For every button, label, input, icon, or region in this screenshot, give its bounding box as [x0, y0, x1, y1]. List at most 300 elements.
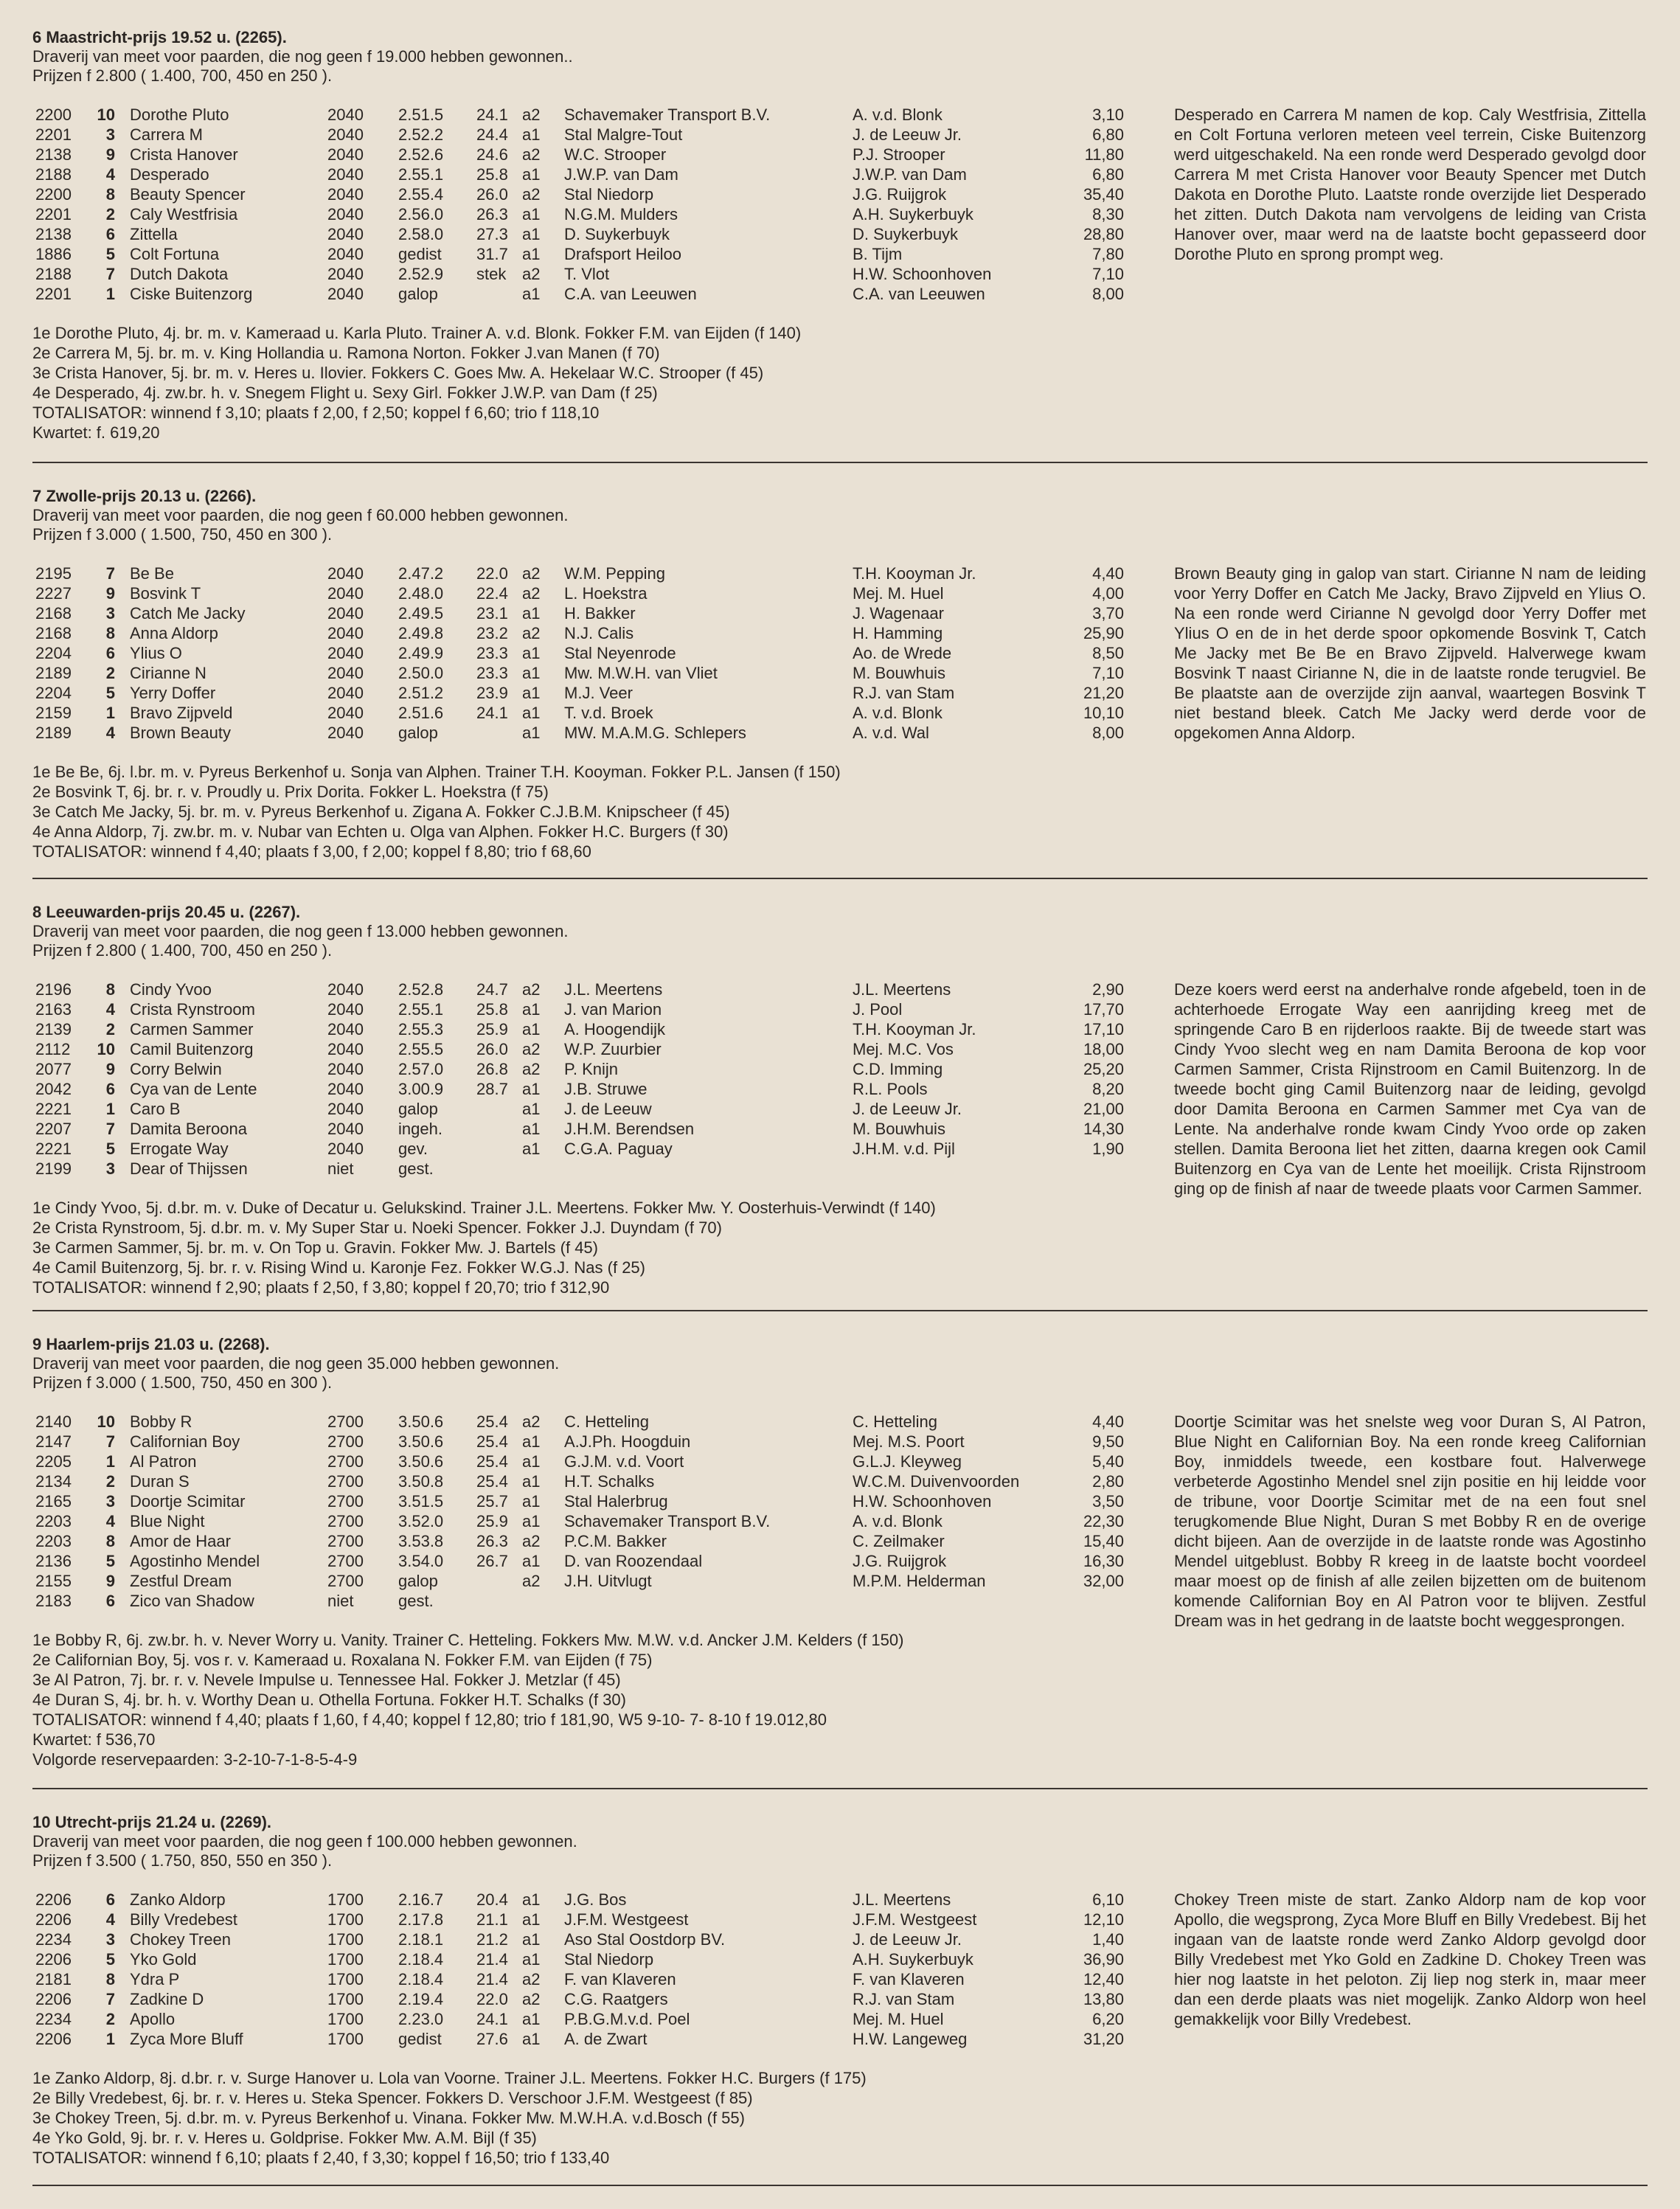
cell-red: 31.7 [476, 245, 508, 263]
cell-driver: B. Tijm [853, 245, 903, 263]
cell-odds: 2,80 [1092, 1472, 1124, 1491]
race-section [32, 1813, 1648, 2168]
result-row [32, 2029, 1648, 2049]
cell-owner: H. Bakker [564, 604, 636, 623]
cell-time: 2.51.5 [398, 105, 444, 124]
cell-nr: 2147 [35, 1432, 72, 1451]
cell-red: 25.9 [476, 1512, 508, 1530]
cell-grp: a1 [522, 604, 541, 623]
cell-owner: C.A. van Leeuwen [564, 285, 697, 303]
cell-grp: a1 [522, 1100, 541, 1118]
cell-grp: a1 [522, 1492, 541, 1511]
cell-red: 25.4 [476, 1432, 508, 1451]
cell-nr: 2200 [35, 105, 72, 124]
cell-time: galop [398, 724, 438, 742]
cell-dist: 2040 [327, 584, 364, 603]
cell-dist: 2040 [327, 1040, 364, 1058]
cell-horse: Zestful Dream [130, 1572, 232, 1590]
cell-horse: Errogate Way [130, 1140, 229, 1158]
footer-line: TOTALISATOR: winnend f 4,40; plaats f 3,00, f 2,00; koppel f 8,80; trio f 68,60 [32, 842, 591, 861]
cell-driver: J. Pool [853, 1000, 903, 1019]
cell-pos: 7 [105, 265, 115, 283]
cell-dist: 2700 [327, 1452, 364, 1471]
cell-time: 2.18.1 [398, 1930, 444, 1949]
cell-driver: C.A. van Leeuwen [853, 285, 985, 303]
cell-pos: 10 [97, 1412, 115, 1431]
cell-owner: P.B.G.M.v.d. Poel [564, 2010, 690, 2028]
cell-pos: 2 [105, 205, 115, 223]
cell-horse: Dutch Dakota [130, 265, 229, 283]
cell-horse: Brown Beauty [130, 724, 231, 742]
cell-pos: 8 [105, 980, 115, 999]
footer-line: 1e Be Be, 6j. l.br. m. v. Pyreus Berkenhof u. Sonja van Alphen. Trainer T.H. Kooyman. Fokker P.L. Jansen (f 150) [32, 763, 841, 781]
cell-pos: 5 [105, 1140, 115, 1158]
cell-driver: J.F.M. Westgeest [853, 1910, 977, 1929]
cell-owner: Drafsport Heiloo [564, 245, 681, 263]
cell-time: gest. [398, 1159, 434, 1178]
cell-grp: a1 [522, 2030, 541, 2048]
cell-driver: Mej. M.C. Vos [853, 1040, 954, 1058]
race-title: 8 Leeuwarden-prijs 20.45 u. (2267). [32, 903, 301, 921]
footer-line: TOTALISATOR: winnend f 4,40; plaats f 1,60, f 4,40; koppel f 12,80; trio f 181,90, W5 9-10- 7- 8-10 f 19.012,80 [32, 1710, 827, 1729]
cell-nr: 2136 [35, 1552, 72, 1570]
cell-nr: 2134 [35, 1472, 72, 1491]
race-footer [32, 762, 1648, 861]
race-report: Desperado en Carrera M namen de kop. Caly Westfrisia, Zittella en Colt Fortuna verloren meteen veel terrein, Ciske Buitenzorg werd uitgeschakeld. Na een ronde werd Desperado gevolgd door Carrera M met Crista Hanover voor Beauty Spencer met Dutch Dakota en Dorothe Pluto. Laatste ronde overzijde liet Desperado het zitten. Dutch Dakota nam vervolgens de leiding van Crista Hanover over, maar werd na de laatste bocht gepasseerd door Dorothe Pluto en sprong prompt weg. [1174, 105, 1646, 263]
cell-horse: Ciske Buitenzorg [130, 285, 253, 303]
cell-owner: T. v.d. Broek [564, 704, 653, 722]
cell-dist: 2700 [327, 1532, 364, 1550]
cell-horse: Apollo [130, 2010, 176, 2028]
cell-pos: 3 [105, 1492, 115, 1511]
cell-odds: 3,10 [1092, 105, 1124, 124]
cell-horse: Zyca More Bluff [130, 2030, 243, 2048]
cell-nr: 2204 [35, 644, 72, 662]
footer-line: Kwartet: f. 619,20 [32, 423, 160, 442]
cell-pos: 4 [105, 1000, 115, 1019]
cell-driver: C. Zeilmaker [853, 1532, 945, 1550]
cell-grp: a2 [522, 624, 541, 642]
cell-time: 2.19.4 [398, 1990, 444, 2008]
cell-grp: a1 [522, 2010, 541, 2028]
cell-nr: 2203 [35, 1532, 72, 1550]
cell-grp: a1 [522, 684, 541, 702]
cell-time: 2.52.2 [398, 125, 444, 144]
cell-dist: niet [327, 1592, 354, 1610]
cell-dist: 2040 [327, 165, 364, 184]
cell-time: 2.55.1 [398, 165, 444, 184]
cell-owner: Schavemaker Transport B.V. [564, 105, 771, 124]
cell-odds: 9,50 [1092, 1432, 1124, 1451]
cell-pos: 6 [105, 1890, 115, 1909]
cell-red: 26.0 [476, 185, 508, 204]
cell-driver: G.L.J. Kleyweg [853, 1452, 962, 1471]
cell-red: 22.0 [476, 564, 508, 583]
cell-pos: 10 [97, 105, 115, 124]
cell-dist: 2040 [327, 265, 364, 283]
cell-dist: 2700 [327, 1512, 364, 1530]
cell-nr: 2206 [35, 1890, 72, 1909]
cell-grp: a1 [522, 125, 541, 144]
race-prizes: Prijzen f 3.000 ( 1.500, 750, 450 en 300 ). [32, 525, 333, 544]
cell-dist: 2040 [327, 1000, 364, 1019]
cell-nr: 2221 [35, 1140, 72, 1158]
cell-dist: 1700 [327, 1950, 364, 1969]
race-conditions: Draverij van meet voor paarden, die nog geen f 100.000 hebben gewonnen. [32, 1832, 577, 1851]
cell-nr: 2206 [35, 1990, 72, 2008]
cell-nr: 2138 [35, 145, 72, 164]
cell-owner: J.B. Struwe [564, 1080, 648, 1098]
cell-odds: 15,40 [1083, 1532, 1124, 1550]
cell-driver: R.J. van Stam [853, 1990, 955, 2008]
cell-time: galop [398, 285, 438, 303]
cell-dist: 2040 [327, 105, 364, 124]
cell-odds: 7,80 [1092, 245, 1124, 263]
cell-dist: 2700 [327, 1492, 364, 1511]
cell-red: 26.3 [476, 205, 508, 223]
footer-line: 2e Billy Vredebest, 6j. br. r. v. Heres u. Steka Spencer. Fokkers D. Verschoor J.F.M. Westgeest (f 85) [32, 2089, 753, 2107]
cell-grp: a2 [522, 1970, 541, 1988]
cell-time: ingeh. [398, 1120, 442, 1138]
cell-driver: A. v.d. Blonk [853, 105, 943, 124]
footer-line: Kwartet: f 536,70 [32, 1730, 156, 1749]
cell-red: 23.3 [476, 644, 508, 662]
cell-owner: D. Suykerbuyk [564, 225, 670, 243]
cell-nr: 2168 [35, 624, 72, 642]
race-title: 10 Utrecht-prijs 21.24 u. (2269). [32, 1813, 272, 1831]
cell-driver: J.L. Meertens [853, 980, 951, 999]
cell-dist: 2040 [327, 704, 364, 722]
race-title: 6 Maastricht-prijs 19.52 u. (2265). [32, 28, 287, 46]
cell-owner: W.C. Strooper [564, 145, 667, 164]
cell-red: 28.7 [476, 1080, 508, 1098]
section-divider [32, 462, 1648, 463]
cell-time: 3.53.8 [398, 1532, 444, 1550]
cell-pos: 9 [105, 145, 115, 164]
cell-grp: a1 [522, 1512, 541, 1530]
spacer [32, 1393, 1648, 1412]
cell-owner: A. de Zwart [564, 2030, 648, 2048]
cell-owner: P.C.M. Bakker [564, 1532, 667, 1550]
cell-odds: 10,10 [1083, 704, 1124, 722]
cell-pos: 6 [105, 1080, 115, 1098]
cell-grp: a1 [522, 704, 541, 722]
cell-pos: 1 [105, 1452, 115, 1471]
cell-nr: 2234 [35, 1930, 72, 1949]
cell-odds: 25,20 [1083, 1060, 1124, 1078]
cell-horse: Yerry Doffer [130, 684, 216, 702]
race-conditions: Draverij van meet voor paarden, die nog geen f 19.000 hebben gewonnen.. [32, 47, 573, 66]
cell-horse: Damita Beroona [130, 1120, 247, 1138]
cell-red: 25.8 [476, 1000, 508, 1019]
cell-owner: W.P. Zuurbier [564, 1040, 662, 1058]
cell-time: gedist [398, 245, 442, 263]
cell-grp: a1 [522, 1552, 541, 1570]
cell-grp: a2 [522, 105, 541, 124]
result-row [32, 284, 1648, 304]
cell-owner: L. Hoekstra [564, 584, 648, 603]
cell-dist: 2040 [327, 1140, 364, 1158]
cell-dist: 1700 [327, 2010, 364, 2028]
cell-dist: 1700 [327, 1910, 364, 1929]
cell-horse: Dear of Thijssen [130, 1159, 248, 1178]
cell-horse: Desperado [130, 165, 209, 184]
cell-driver: P.J. Strooper [853, 145, 945, 164]
footer-line: 1e Cindy Yvoo, 5j. d.br. m. v. Duke of Decatur u. Gelukskind. Trainer J.L. Meertens. Fokker Mw. Y. Oosterhuis-Verwindt (f 140) [32, 1199, 936, 1217]
cell-driver: Mej. M. Huel [853, 2010, 944, 2028]
footer-line: 1e Zanko Aldorp, 8j. d.br. r. v. Surge Hanover u. Lola van Voorne. Trainer J.L. Meertens. Fokker H.C. Burgers (f 175) [32, 2069, 867, 2087]
cell-odds: 22,30 [1083, 1512, 1124, 1530]
cell-odds: 11,80 [1084, 145, 1124, 164]
cell-nr: 2221 [35, 1100, 72, 1118]
race-title: 9 Haarlem-prijs 21.03 u. (2268). [32, 1335, 270, 1353]
cell-owner: Stal Niedorp [564, 185, 654, 204]
cell-pos: 4 [105, 1910, 115, 1929]
cell-dist: 2040 [327, 1080, 364, 1098]
cell-driver: J.L. Meertens [853, 1890, 951, 1909]
cell-driver: M.P.M. Helderman [853, 1572, 986, 1590]
cell-dist: 1700 [327, 1930, 364, 1949]
cell-driver: F. van Klaveren [853, 1970, 965, 1988]
cell-grp: a2 [522, 1060, 541, 1078]
cell-horse: Crista Rynstroom [130, 1000, 255, 1019]
cell-horse: Duran S [130, 1472, 190, 1491]
cell-time: 3.54.0 [398, 1552, 444, 1570]
cell-red: 26.7 [476, 1552, 508, 1570]
cell-driver: H. Hamming [853, 624, 943, 642]
cell-red: 24.1 [476, 2010, 508, 2028]
cell-pos: 4 [105, 1512, 115, 1530]
cell-time: galop [398, 1572, 438, 1590]
cell-grp: a1 [522, 1930, 541, 1949]
cell-pos: 4 [105, 165, 115, 184]
cell-red: 22.0 [476, 1990, 508, 2008]
footer-line: 1e Dorothe Pluto, 4j. br. m. v. Kameraad u. Karla Pluto. Trainer A. v.d. Blonk. Fokker F.M. van Eijden (f 140) [32, 324, 802, 342]
cell-driver: H.W. Schoonhoven [853, 1492, 992, 1511]
cell-red: 27.6 [476, 2030, 508, 2048]
cell-driver: J. de Leeuw Jr. [853, 1100, 962, 1118]
cell-time: 3.52.0 [398, 1512, 444, 1530]
cell-pos: 7 [105, 1120, 115, 1138]
cell-red: 23.3 [476, 664, 508, 682]
cell-red: 23.1 [476, 604, 508, 623]
cell-horse: Blue Night [130, 1512, 205, 1530]
race-conditions: Draverij van meet voor paarden, die nog geen f 60.000 hebben gewonnen. [32, 506, 569, 524]
cell-dist: 2040 [327, 644, 364, 662]
cell-horse: Caly Westfrisia [130, 205, 238, 223]
footer-line: 4e Yko Gold, 9j. br. r. v. Heres u. Goldprise. Fokker Mw. A.M. Bijl (f 35) [32, 2129, 537, 2147]
race-section [32, 28, 1648, 443]
cell-horse: Colt Fortuna [130, 245, 220, 263]
cell-horse: Anna Aldorp [130, 624, 218, 642]
section-divider [32, 1310, 1648, 1311]
cell-pos: 2 [105, 2010, 115, 2028]
results-table [32, 979, 1648, 1198]
cell-odds: 7,10 [1092, 664, 1124, 682]
cell-driver: Ao. de Wrede [853, 644, 952, 662]
cell-red: 21.4 [476, 1950, 508, 1969]
cell-dist: 1700 [327, 1990, 364, 2008]
cell-time: 2.18.4 [398, 1970, 444, 1988]
cell-time: 2.52.9 [398, 265, 444, 283]
footer-line: 4e Desperado, 4j. zw.br. h. v. Snegem Flight u. Sexy Girl. Fokker J.W.P. van Dam (f 25) [32, 384, 658, 402]
cell-nr: 2188 [35, 165, 72, 184]
cell-owner: Schavemaker Transport B.V. [564, 1512, 771, 1530]
cell-grp: a2 [522, 1572, 541, 1590]
cell-driver: J.G. Ruijgrok [853, 1552, 947, 1570]
cell-pos: 2 [105, 1020, 115, 1038]
footer-line: 2e Crista Rynstroom, 5j. d.br. m. v. My Super Star u. Noeki Spencer. Fokker J.J. Duyndam (f 70) [32, 1218, 722, 1237]
cell-nr: 2201 [35, 125, 72, 144]
cell-nr: 2205 [35, 1452, 72, 1471]
cell-red: 25.7 [476, 1492, 508, 1511]
cell-nr: 2203 [35, 1512, 72, 1530]
cell-dist: 2700 [327, 1572, 364, 1590]
cell-time: 2.52.6 [398, 145, 444, 164]
cell-owner: C. Hetteling [564, 1412, 649, 1431]
race-footer [32, 323, 1648, 443]
cell-horse: Doortje Scimitar [130, 1492, 246, 1511]
cell-grp: a1 [522, 1910, 541, 1929]
cell-grp: a2 [522, 265, 541, 283]
cell-horse: Caro B [130, 1100, 181, 1118]
section-divider [32, 2185, 1648, 2186]
cell-nr: 2155 [35, 1572, 72, 1590]
cell-odds: 4,40 [1092, 1412, 1124, 1431]
cell-pos: 8 [105, 185, 115, 204]
cell-nr: 2159 [35, 704, 72, 722]
cell-time: 2.17.8 [398, 1910, 444, 1929]
cell-owner: F. van Klaveren [564, 1970, 676, 1988]
cell-odds: 8,00 [1092, 724, 1124, 742]
cell-nr: 2200 [35, 185, 72, 204]
race-section [32, 487, 1648, 861]
cell-horse: Chokey Treen [130, 1930, 231, 1949]
results-table [32, 1412, 1648, 1630]
cell-odds: 16,30 [1083, 1552, 1124, 1570]
footer-line: 1e Bobby R, 6j. zw.br. h. v. Never Worry u. Vanity. Trainer C. Hetteling. Fokkers Mw. M.W. v.d. Ancker J.M. Kelders (f 150) [32, 1631, 904, 1649]
cell-dist: 1700 [327, 1890, 364, 1909]
cell-pos: 7 [105, 564, 115, 583]
cell-pos: 6 [105, 644, 115, 662]
cell-odds: 6,10 [1092, 1890, 1124, 1909]
cell-owner: C.G. Raatgers [564, 1990, 668, 2008]
results-table [32, 1890, 1648, 2049]
cell-dist: 2040 [327, 245, 364, 263]
cell-driver: A. v.d. Blonk [853, 1512, 943, 1530]
cell-red: 24.6 [476, 145, 508, 164]
footer-line: 2e Californian Boy, 5j. vos r. v. Kameraad u. Roxalana N. Fokker F.M. van Eijden (f 75) [32, 1651, 653, 1669]
cell-time: 2.18.4 [398, 1950, 444, 1969]
cell-horse: Crista Hanover [130, 145, 238, 164]
cell-odds: 4,00 [1092, 584, 1124, 603]
cell-odds: 8,30 [1092, 205, 1124, 223]
cell-nr: 2201 [35, 285, 72, 303]
cell-owner: W.M. Pepping [564, 564, 665, 583]
cell-odds: 7,10 [1092, 265, 1124, 283]
cell-dist: niet [327, 1159, 354, 1178]
cell-pos: 3 [105, 1159, 115, 1178]
cell-grp: a1 [522, 1020, 541, 1038]
cell-nr: 2139 [35, 1020, 72, 1038]
cell-red: 26.8 [476, 1060, 508, 1078]
cell-owner: M.J. Veer [564, 684, 633, 702]
cell-time: 2.52.8 [398, 980, 444, 999]
cell-pos: 9 [105, 584, 115, 603]
footer-line: TOTALISATOR: winnend f 2,90; plaats f 2,50, f 3,80; koppel f 20,70; trio f 312,90 [32, 1278, 610, 1297]
cell-pos: 3 [105, 1930, 115, 1949]
footer-line: 2e Bosvink T, 6j. br. r. v. Proudly u. Prix Dorita. Fokker L. Hoekstra (f 75) [32, 783, 549, 801]
cell-owner: Stal Malgre-Tout [564, 125, 683, 144]
cell-dist: 2700 [327, 1432, 364, 1451]
cell-horse: Billy Vredebest [130, 1910, 237, 1929]
cell-time: 2.56.0 [398, 205, 444, 223]
cell-horse: Agostinho Mendel [130, 1552, 260, 1570]
footer-line: 3e Carmen Sammer, 5j. br. m. v. On Top u. Gravin. Fokker Mw. J. Bartels (f 45) [32, 1238, 598, 1257]
cell-red: 27.3 [476, 225, 508, 243]
cell-driver: A.H. Suykerbuyk [853, 205, 973, 223]
cell-odds: 32,00 [1083, 1572, 1124, 1590]
cell-owner: J.H.M. Berendsen [564, 1120, 695, 1138]
cell-red: 25.8 [476, 165, 508, 184]
cell-owner: C.G.A. Paguay [564, 1140, 673, 1158]
cell-dist: 1700 [327, 2030, 364, 2048]
cell-grp: a1 [522, 724, 541, 742]
spacer [32, 743, 1648, 762]
race-report: Chokey Treen miste de start. Zanko Aldorp nam de kop voor Apollo, die wegsprong, Zyca More Bluff en Billy Vredebest. Bij het ingaan van de laatste ronde werd Zanko Aldorp gevolgd door Billy Vredebest met Yko Gold en Zadkine D. Chokey Treen was hier nog laatste in het peloton. Zij liep nog sterk in, maar meer dan een derde plaats was niet mogelijk. Zanko Aldorp won heel gemakkelijk voor Billy Vredebest. [1174, 1890, 1646, 2028]
cell-red: 21.4 [476, 1970, 508, 1988]
cell-pos: 9 [105, 1060, 115, 1078]
cell-dist: 2040 [327, 624, 364, 642]
cell-time: 2.49.5 [398, 604, 444, 623]
cell-pos: 3 [105, 604, 115, 623]
cell-driver: R.J. van Stam [853, 684, 955, 702]
cell-grp: a2 [522, 584, 541, 603]
cell-nr: 2042 [35, 1080, 72, 1098]
cell-owner: Mw. M.W.H. van Vliet [564, 664, 718, 682]
cell-odds: 1,40 [1092, 1930, 1124, 1949]
cell-time: 3.50.6 [398, 1412, 444, 1431]
cell-pos: 5 [105, 684, 115, 702]
cell-grp: a1 [522, 1472, 541, 1491]
cell-odds: 5,40 [1092, 1452, 1124, 1471]
cell-driver: J.H.M. v.d. Pijl [853, 1140, 955, 1158]
cell-time: 2.55.1 [398, 1000, 444, 1019]
race-footer [32, 1198, 1648, 1297]
footer-line: 4e Duran S, 4j. br. h. v. Worthy Dean u. Othella Fortuna. Fokker H.T. Schalks (f 30) [32, 1690, 626, 1709]
cell-owner: N.G.M. Mulders [564, 205, 678, 223]
cell-owner: Aso Stal Oostdorp BV. [564, 1930, 726, 1949]
footer-line: Volgorde reservepaarden: 3-2-10-7-1-8-5-4-9 [32, 1750, 358, 1769]
cell-nr: 2195 [35, 564, 72, 583]
cell-nr: 2112 [35, 1040, 71, 1058]
cell-grp: a1 [522, 1000, 541, 1019]
cell-red: 23.9 [476, 684, 508, 702]
cell-driver: H.W. Langeweg [853, 2030, 968, 2048]
cell-horse: Camil Buitenzorg [130, 1040, 254, 1058]
cell-grp: a2 [522, 185, 541, 204]
cell-driver: Mej. M. Huel [853, 584, 944, 603]
footer-line: TOTALISATOR: winnend f 6,10; plaats f 2,40, f 3,30; koppel f 16,50; trio f 133,40 [32, 2149, 610, 2167]
spacer [32, 2049, 1648, 2068]
cell-grp: a2 [522, 980, 541, 999]
cell-red: 25.4 [476, 1472, 508, 1491]
cell-nr: 2189 [35, 664, 72, 682]
cell-dist: 2040 [327, 1020, 364, 1038]
cell-owner: J.F.M. Westgeest [564, 1910, 689, 1929]
race-footer [32, 2068, 1648, 2168]
cell-dist: 2040 [327, 285, 364, 303]
